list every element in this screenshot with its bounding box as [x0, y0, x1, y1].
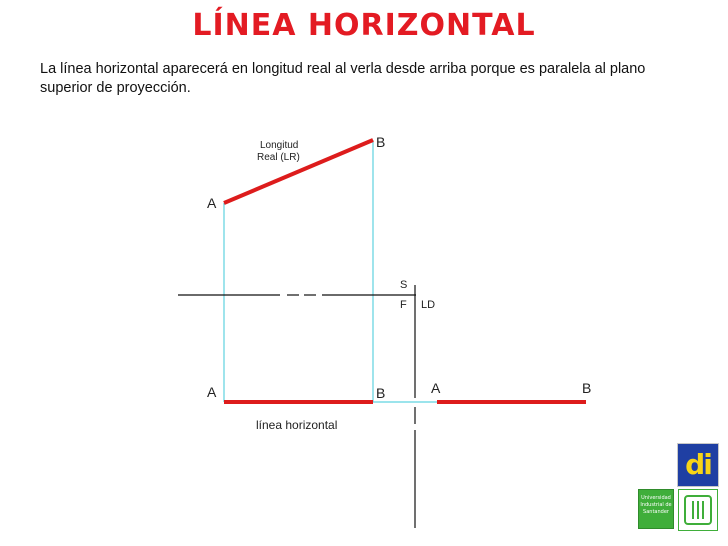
label-top-b: B	[376, 134, 386, 150]
label-true-length-1: Longitud	[260, 140, 299, 151]
label-horizontal-caption: línea horizontal	[256, 418, 338, 432]
label-top-a: A	[207, 195, 217, 211]
label-side-b: B	[582, 380, 592, 396]
label-plane-f: F	[400, 299, 407, 311]
true-length-line	[224, 140, 373, 203]
di-logo	[677, 443, 719, 487]
label-front-a: A	[207, 384, 217, 400]
label-true-length-2: Real (LR)	[257, 152, 300, 163]
university-seal-icon	[678, 489, 718, 531]
label-side-a: A	[431, 380, 441, 396]
uis-logo: Universidad Industrial de Santander	[638, 489, 674, 529]
label-plane-s: S	[400, 279, 408, 291]
description-text: La línea horizontal aparecerá en longitud real al verla desde arriba porque es paralela al plano superior de proyección.	[40, 61, 646, 96]
di-logo-text: di	[685, 448, 711, 481]
label-front-b: B	[376, 385, 386, 401]
page-title: LÍNEA HORIZONTAL	[192, 8, 536, 43]
label-plane-ld: LD	[421, 299, 436, 311]
